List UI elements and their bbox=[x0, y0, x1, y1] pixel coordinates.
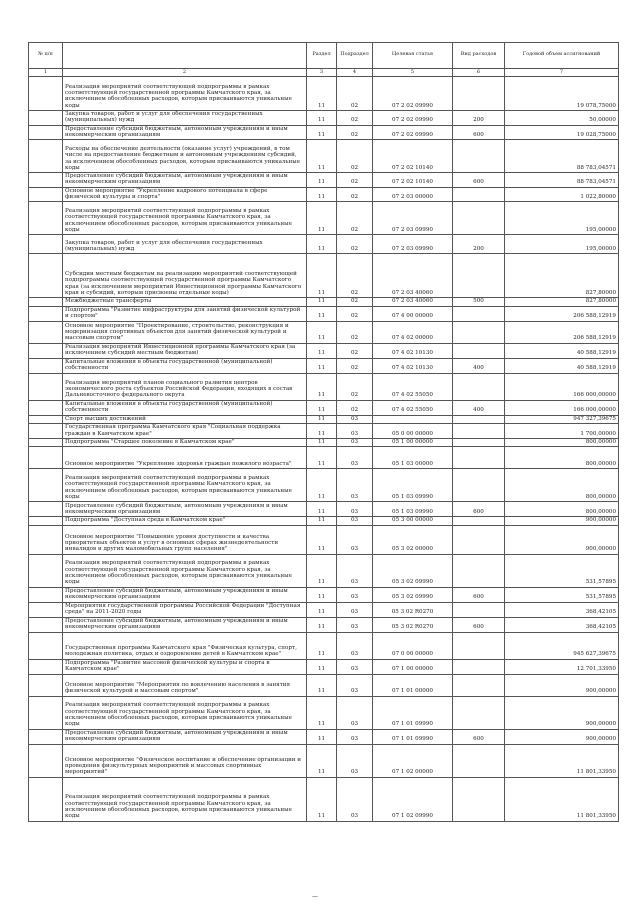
cell-razdel: 11 bbox=[307, 77, 337, 111]
cell-amount: 166 000,00000 bbox=[505, 400, 619, 415]
cell-podrazdel: 02 bbox=[337, 298, 373, 306]
cell-razdel: 11 bbox=[307, 696, 337, 729]
cell-name: Государственная программа Камчатского края "Физическая культура, спорт, молодежная политика, отдых и оздоровление детей в Камчатском крае" bbox=[63, 632, 307, 659]
cell-number bbox=[29, 254, 63, 298]
cell-number bbox=[29, 400, 63, 415]
cell-name: Расходы на обеспечение деятельности (оказание услуг) учреждений, в том числе на предоставление бюджетным и автономным учреждениям субсидий, за исключением обособленных расходов, которым присваиваются уникальные коды bbox=[63, 140, 307, 173]
cell-razdel: 11 bbox=[307, 343, 337, 358]
cell-expense-type bbox=[453, 254, 505, 298]
cell-amount: 800,00000 bbox=[505, 469, 619, 502]
cell-amount: 50,00000 bbox=[505, 111, 619, 126]
cell-podrazdel: 03 bbox=[337, 447, 373, 469]
cell-number bbox=[29, 617, 63, 632]
cell-name: Реализация мероприятий Инвестиционной программы Камчатского края (за исключением субсидий местным бюджетам) bbox=[63, 343, 307, 358]
cell-podrazdel: 03 bbox=[337, 696, 373, 729]
header-annual-amount: Годовой объем ассигнований bbox=[505, 43, 619, 69]
cell-amount: 19 078,75000 bbox=[505, 77, 619, 111]
cell-name: Закупка товаров, работ и услуг для обеспечения государственных (муниципальных) нужд bbox=[63, 111, 307, 126]
table-row bbox=[29, 125, 619, 140]
cell-number bbox=[29, 358, 63, 373]
cell-expense-type bbox=[453, 554, 505, 587]
cell-expense-type: 200 bbox=[453, 235, 505, 254]
cell-expense-type bbox=[453, 525, 505, 554]
cell-expense-type bbox=[453, 140, 505, 173]
cell-razdel: 11 bbox=[307, 517, 337, 525]
cell-target-article: 07 4 00 00000 bbox=[373, 306, 453, 321]
table-row bbox=[29, 447, 619, 469]
table-row bbox=[29, 632, 619, 659]
table-row bbox=[29, 343, 619, 358]
cell-expense-type: 500 bbox=[453, 298, 505, 306]
cell-podrazdel: 03 bbox=[337, 554, 373, 587]
cell-razdel: 11 bbox=[307, 554, 337, 587]
header-number: № п/п bbox=[29, 43, 63, 69]
cell-razdel: 11 bbox=[307, 254, 337, 298]
cell-razdel: 11 bbox=[307, 469, 337, 502]
cell-razdel: 11 bbox=[307, 423, 337, 438]
cell-target-article: 05 3 02 09990 bbox=[373, 587, 453, 602]
cell-amount: 945 627,39675 bbox=[505, 632, 619, 659]
cell-name: Подпрограмма "Развитие массовой физической культуры и спорта в Камчатском крае" bbox=[63, 659, 307, 674]
cell-target-article: 07 2 02 09990 bbox=[373, 125, 453, 140]
cell-amount: 1 700,00000 bbox=[505, 423, 619, 438]
cell-name: Подпрограмма "Доступная среда в Камчатском крае" bbox=[63, 517, 307, 525]
cell-amount: 531,57895 bbox=[505, 587, 619, 602]
cell-number bbox=[29, 235, 63, 254]
cell-amount: 800,00000 bbox=[505, 447, 619, 469]
cell-name: Реализация мероприятий соответствующей подпрограммы в рамках соответствующей государственной программы Камчатского края, за исключением обособленных расходов, которым присваиваются уникальные коды bbox=[63, 777, 307, 821]
column-index-row bbox=[29, 69, 619, 77]
cell-target-article: 05 3 02 00000 bbox=[373, 525, 453, 554]
cell-podrazdel: 02 bbox=[337, 125, 373, 140]
cell-number bbox=[29, 111, 63, 126]
cell-number bbox=[29, 632, 63, 659]
cell-expense-type: 600 bbox=[453, 125, 505, 140]
table-row bbox=[29, 77, 619, 111]
cell-podrazdel: 03 bbox=[337, 777, 373, 821]
cell-number bbox=[29, 343, 63, 358]
cell-number bbox=[29, 659, 63, 674]
cell-number bbox=[29, 602, 63, 617]
cell-podrazdel: 02 bbox=[337, 343, 373, 358]
cell-podrazdel: 03 bbox=[337, 517, 373, 525]
cell-razdel: 11 bbox=[307, 674, 337, 696]
cell-podrazdel: 03 bbox=[337, 502, 373, 517]
cell-amount: 900,00000 bbox=[505, 729, 619, 744]
column-index: 3 bbox=[307, 69, 337, 77]
cell-amount: 195,00000 bbox=[505, 202, 619, 235]
cell-name: Основное мероприятие "Укрепление здоровья граждан пожилого возраста" bbox=[63, 447, 307, 469]
cell-number bbox=[29, 202, 63, 235]
table-row bbox=[29, 729, 619, 744]
cell-podrazdel: 02 bbox=[337, 373, 373, 400]
table-row bbox=[29, 187, 619, 202]
table-header-row bbox=[29, 43, 619, 69]
header-name bbox=[63, 43, 307, 69]
cell-expense-type bbox=[453, 438, 505, 446]
cell-amount: 11 801,33950 bbox=[505, 744, 619, 777]
cell-target-article: 07 2 02 10140 bbox=[373, 140, 453, 173]
cell-razdel: 11 bbox=[307, 502, 337, 517]
cell-expense-type: 600 bbox=[453, 587, 505, 602]
cell-name: Подпрограмма "Старшее поколение в Камчатском крае" bbox=[63, 438, 307, 446]
cell-number bbox=[29, 298, 63, 306]
cell-podrazdel: 02 bbox=[337, 111, 373, 126]
cell-number bbox=[29, 517, 63, 525]
header-podrazdel: Подраздел bbox=[337, 43, 373, 69]
cell-target-article: 07 1 02 09990 bbox=[373, 777, 453, 821]
table-row bbox=[29, 602, 619, 617]
cell-razdel: 11 bbox=[307, 358, 337, 373]
cell-razdel: 11 bbox=[307, 525, 337, 554]
table-row bbox=[29, 415, 619, 423]
cell-number bbox=[29, 696, 63, 729]
cell-expense-type bbox=[453, 659, 505, 674]
cell-podrazdel: 03 bbox=[337, 674, 373, 696]
cell-number bbox=[29, 744, 63, 777]
table-row bbox=[29, 674, 619, 696]
cell-number bbox=[29, 438, 63, 446]
cell-name: Мероприятия государственной программы Российской Федерации "Доступная среда" на 2011-2020 годы bbox=[63, 602, 307, 617]
cell-number bbox=[29, 447, 63, 469]
cell-razdel: 11 bbox=[307, 777, 337, 821]
cell-razdel: 11 bbox=[307, 415, 337, 423]
cell-number bbox=[29, 587, 63, 602]
cell-target-article: 07 1 01 09990 bbox=[373, 729, 453, 744]
cell-expense-type bbox=[453, 306, 505, 321]
column-index: 7 bbox=[505, 69, 619, 77]
cell-name: Предоставление субсидий бюджетным, автономным учреждениям и иным некоммерческим организациям bbox=[63, 587, 307, 602]
cell-number bbox=[29, 415, 63, 423]
cell-expense-type bbox=[453, 602, 505, 617]
cell-expense-type: 600 bbox=[453, 729, 505, 744]
cell-razdel: 11 bbox=[307, 187, 337, 202]
table-row bbox=[29, 202, 619, 235]
cell-amount: 368,42105 bbox=[505, 602, 619, 617]
cell-number bbox=[29, 525, 63, 554]
cell-razdel: 11 bbox=[307, 729, 337, 744]
cell-podrazdel: 03 bbox=[337, 744, 373, 777]
cell-number bbox=[29, 502, 63, 517]
cell-name: Государственная программа Камчатского края "Социальная поддержка граждан в Камчатском крае" bbox=[63, 423, 307, 438]
cell-razdel: 11 bbox=[307, 321, 337, 343]
cell-podrazdel: 03 bbox=[337, 469, 373, 502]
cell-expense-type bbox=[453, 632, 505, 659]
cell-number bbox=[29, 554, 63, 587]
cell-amount: 40 588,12919 bbox=[505, 358, 619, 373]
cell-expense-type bbox=[453, 187, 505, 202]
cell-podrazdel: 02 bbox=[337, 235, 373, 254]
cell-target-article: 07 1 00 00000 bbox=[373, 659, 453, 674]
cell-expense-type bbox=[453, 674, 505, 696]
cell-amount: 206 588,12919 bbox=[505, 321, 619, 343]
cell-target-article: 05 0 00 00000 bbox=[373, 423, 453, 438]
cell-podrazdel: 03 bbox=[337, 587, 373, 602]
cell-expense-type bbox=[453, 343, 505, 358]
cell-amount: 900,00000 bbox=[505, 696, 619, 729]
cell-razdel: 11 bbox=[307, 632, 337, 659]
cell-name: Основное мероприятие "Проектирование, строительство, реконструкция и модернизация спортивных объектов для занятий физической культурой и массовым спортом" bbox=[63, 321, 307, 343]
cell-number bbox=[29, 373, 63, 400]
table-row bbox=[29, 525, 619, 554]
cell-podrazdel: 02 bbox=[337, 202, 373, 235]
table-row bbox=[29, 140, 619, 173]
cell-name: Закупка товаров, работ и услуг для обеспечения государственных (муниципальных) нужд bbox=[63, 235, 307, 254]
cell-razdel: 11 bbox=[307, 173, 337, 188]
cell-target-article: 07 4 02 10130 bbox=[373, 358, 453, 373]
cell-expense-type: 400 bbox=[453, 358, 505, 373]
table-row bbox=[29, 554, 619, 587]
cell-target-article: 07 2 03 00000 bbox=[373, 187, 453, 202]
cell-expense-type bbox=[453, 321, 505, 343]
column-index: 1 bbox=[29, 69, 63, 77]
cell-number bbox=[29, 469, 63, 502]
cell-razdel: 11 bbox=[307, 602, 337, 617]
cell-number bbox=[29, 125, 63, 140]
cell-target-article: 05 1 03 09990 bbox=[373, 502, 453, 517]
cell-amount: 12 701,33950 bbox=[505, 659, 619, 674]
table-row bbox=[29, 469, 619, 502]
cell-target-article: 07 2 02 10140 bbox=[373, 173, 453, 188]
cell-number bbox=[29, 140, 63, 173]
cell-name: Предоставление субсидий бюджетным, автономным учреждениям и иным некоммерческим организациям bbox=[63, 729, 307, 744]
cell-name: Подпрограмма "Развитие инфраструктуры для занятий физической культурой и спортом" bbox=[63, 306, 307, 321]
table-row bbox=[29, 111, 619, 126]
cell-podrazdel: 02 bbox=[337, 173, 373, 188]
cell-name: Субсидии местным бюджетам на реализацию мероприятий соответствующей подпрограммы соответствующей государственной программы Камчатского края (за исключением мероприятий Инвестиционной программы Камчатского края и субсидий, которым присвоены отдельные коды) bbox=[63, 254, 307, 298]
header-target-article: Целевая статья bbox=[373, 43, 453, 69]
cell-number bbox=[29, 729, 63, 744]
table-row bbox=[29, 617, 619, 632]
cell-target-article: 05 3 00 00000 bbox=[373, 517, 453, 525]
table-row bbox=[29, 696, 619, 729]
cell-target-article: 07 1 02 00000 bbox=[373, 744, 453, 777]
cell-target-article: 07 0 00 00000 bbox=[373, 632, 453, 659]
cell-podrazdel: 02 bbox=[337, 140, 373, 173]
cell-amount: 166 000,00000 bbox=[505, 373, 619, 400]
cell-expense-type bbox=[453, 415, 505, 423]
cell-amount: 1 022,80000 bbox=[505, 187, 619, 202]
cell-razdel: 11 bbox=[307, 400, 337, 415]
cell-amount: 531,57895 bbox=[505, 554, 619, 587]
table-row bbox=[29, 173, 619, 188]
cell-name: Реализация мероприятий соответствующей подпрограммы в рамках соответствующей государственной программы Камчатского края, за исключением обособленных расходов, которым присваиваются уникальные коды bbox=[63, 77, 307, 111]
table-row bbox=[29, 502, 619, 517]
table-row bbox=[29, 659, 619, 674]
budget-table bbox=[28, 42, 619, 822]
cell-target-article: 05 3 02 09990 bbox=[373, 554, 453, 587]
cell-razdel: 11 bbox=[307, 659, 337, 674]
table-row bbox=[29, 587, 619, 602]
column-index: 2 bbox=[63, 69, 307, 77]
cell-podrazdel: 02 bbox=[337, 187, 373, 202]
cell-target-article: 07 2 03 09990 bbox=[373, 235, 453, 254]
cell-razdel: 11 bbox=[307, 235, 337, 254]
cell-name: Спорт высших достижений bbox=[63, 415, 307, 423]
cell-expense-type: 400 bbox=[453, 400, 505, 415]
cell-razdel: 11 bbox=[307, 111, 337, 126]
cell-amount: 900,00000 bbox=[505, 517, 619, 525]
table-row bbox=[29, 777, 619, 821]
cell-podrazdel: 02 bbox=[337, 254, 373, 298]
cell-expense-type bbox=[453, 202, 505, 235]
cell-name: Капитальные вложения в объекты государственной (муниципальной) собственности bbox=[63, 400, 307, 415]
cell-target-article: 07 2 02 09990 bbox=[373, 77, 453, 111]
cell-target-article: 07 1 01 00000 bbox=[373, 674, 453, 696]
cell-podrazdel: 02 bbox=[337, 400, 373, 415]
cell-expense-type bbox=[453, 447, 505, 469]
cell-name: Основное мероприятие "Мероприятия по вовлечению населения в занятия физической культурой и массовым спортом" bbox=[63, 674, 307, 696]
cell-target-article: 07 4 02 55050 bbox=[373, 400, 453, 415]
cell-amount: 827,80000 bbox=[505, 298, 619, 306]
cell-number bbox=[29, 77, 63, 111]
cell-name: Реализация мероприятий соответствующей подпрограммы в рамках соответствующей государственной программы Камчатского края, за исключением обособленных расходов, которым присваиваются уникальные коды bbox=[63, 696, 307, 729]
cell-name: Основное мероприятие "Повышение уровня доступности и качества приоритетных объектов и услуг в основных сферах жизнедеятельности инвалидов и других маломобильных групп населения" bbox=[63, 525, 307, 554]
cell-target-article: 07 4 02 00000 bbox=[373, 321, 453, 343]
cell-razdel: 11 bbox=[307, 447, 337, 469]
cell-amount: 206 588,12919 bbox=[505, 306, 619, 321]
cell-number bbox=[29, 423, 63, 438]
cell-podrazdel: 03 bbox=[337, 415, 373, 423]
cell-target-article: 07 2 02 09990 bbox=[373, 111, 453, 126]
cell-name: Предоставление субсидий бюджетным, автономным учреждениям и иным некоммерческим организациям bbox=[63, 617, 307, 632]
table-row bbox=[29, 438, 619, 446]
cell-amount: 11 801,33950 bbox=[505, 777, 619, 821]
cell-expense-type: 600 bbox=[453, 502, 505, 517]
cell-razdel: 11 bbox=[307, 744, 337, 777]
cell-number bbox=[29, 306, 63, 321]
cell-podrazdel: 02 bbox=[337, 321, 373, 343]
cell-amount: 368,42105 bbox=[505, 617, 619, 632]
header-expense-type: Вид расходов bbox=[453, 43, 505, 69]
cell-number bbox=[29, 674, 63, 696]
cell-podrazdel: 03 bbox=[337, 525, 373, 554]
cell-target-article: 07 2 03 09990 bbox=[373, 202, 453, 235]
cell-expense-type bbox=[453, 517, 505, 525]
cell-razdel: 11 bbox=[307, 617, 337, 632]
cell-target-article bbox=[373, 415, 453, 423]
table-row bbox=[29, 373, 619, 400]
cell-name: Предоставление субсидий бюджетным, автономным учреждениям и иным некоммерческим организациям bbox=[63, 502, 307, 517]
cell-target-article: 07 2 03 40060 bbox=[373, 254, 453, 298]
cell-target-article: 07 4 02 10130 bbox=[373, 343, 453, 358]
cell-podrazdel: 02 bbox=[337, 306, 373, 321]
cell-podrazdel: 03 bbox=[337, 617, 373, 632]
table-row bbox=[29, 235, 619, 254]
page-mark: — bbox=[312, 893, 318, 900]
cell-podrazdel: 02 bbox=[337, 358, 373, 373]
cell-podrazdel: 02 bbox=[337, 77, 373, 111]
cell-target-article: 07 2 03 40060 bbox=[373, 298, 453, 306]
cell-name: Основное мероприятие "Укрепление кадрового потенциала в сфере физической культуры и спорта" bbox=[63, 187, 307, 202]
table-row bbox=[29, 400, 619, 415]
cell-amount: 19 028,75000 bbox=[505, 125, 619, 140]
cell-amount: 827,80000 bbox=[505, 254, 619, 298]
table-row bbox=[29, 321, 619, 343]
table-row bbox=[29, 254, 619, 298]
cell-expense-type bbox=[453, 777, 505, 821]
cell-podrazdel: 03 bbox=[337, 729, 373, 744]
cell-amount: 900,00000 bbox=[505, 525, 619, 554]
column-index: 4 bbox=[337, 69, 373, 77]
cell-podrazdel: 03 bbox=[337, 659, 373, 674]
cell-number bbox=[29, 777, 63, 821]
cell-name: Предоставление субсидий бюджетным, автономным учреждениям и иным некоммерческим организациям bbox=[63, 173, 307, 188]
cell-name: Капитальные вложения в объекты государственной (муниципальной) собственности bbox=[63, 358, 307, 373]
table-row bbox=[29, 517, 619, 525]
cell-expense-type bbox=[453, 696, 505, 729]
cell-podrazdel: 03 bbox=[337, 632, 373, 659]
cell-podrazdel: 03 bbox=[337, 423, 373, 438]
cell-expense-type bbox=[453, 423, 505, 438]
cell-expense-type: 200 bbox=[453, 111, 505, 126]
table-row bbox=[29, 298, 619, 306]
cell-name: Реализация мероприятий соответствующей подпрограммы в рамках соответствующей государственной программы Камчатского края, за исключением обособленных расходов, которым присваиваются уникальные коды bbox=[63, 554, 307, 587]
budget-document-sheet bbox=[28, 42, 618, 822]
cell-target-article: 05 3 02 R0270 bbox=[373, 602, 453, 617]
table-row bbox=[29, 358, 619, 373]
cell-podrazdel: 03 bbox=[337, 602, 373, 617]
cell-amount: 900,00000 bbox=[505, 674, 619, 696]
cell-razdel: 11 bbox=[307, 373, 337, 400]
cell-amount: 800,00000 bbox=[505, 502, 619, 517]
cell-number bbox=[29, 173, 63, 188]
cell-razdel: 11 bbox=[307, 140, 337, 173]
column-index: 5 bbox=[373, 69, 453, 77]
cell-razdel: 11 bbox=[307, 587, 337, 602]
cell-expense-type: 600 bbox=[453, 617, 505, 632]
cell-expense-type bbox=[453, 744, 505, 777]
cell-target-article: 07 1 01 09990 bbox=[373, 696, 453, 729]
cell-expense-type bbox=[453, 373, 505, 400]
cell-name: Предоставление субсидий бюджетным, автономным учреждениям и иным некоммерческим организациям bbox=[63, 125, 307, 140]
cell-amount: 40 588,12919 bbox=[505, 343, 619, 358]
table-row bbox=[29, 423, 619, 438]
cell-number bbox=[29, 187, 63, 202]
cell-amount: 88 783,04571 bbox=[505, 173, 619, 188]
cell-name: Реализация мероприятий планов социального развития центров экономического роста субъектов Российской Федерации, входящих в состав Дальневосточного федерального округа bbox=[63, 373, 307, 400]
cell-razdel: 11 bbox=[307, 306, 337, 321]
cell-razdel: 11 bbox=[307, 438, 337, 446]
cell-expense-type bbox=[453, 469, 505, 502]
column-index: 6 bbox=[453, 69, 505, 77]
cell-target-article: 07 4 02 55050 bbox=[373, 373, 453, 400]
cell-name: Межбюджетные трансферты bbox=[63, 298, 307, 306]
cell-target-article: 05 1 00 00000 bbox=[373, 438, 453, 446]
cell-name: Реализация мероприятий соответствующей подпрограммы в рамках соответствующей государственной программы Камчатского края, за исключением обособленных расходов, которым присваиваются уникальные коды bbox=[63, 202, 307, 235]
cell-razdel: 11 bbox=[307, 125, 337, 140]
cell-target-article: 05 1 03 00000 bbox=[373, 447, 453, 469]
cell-expense-type: 600 bbox=[453, 173, 505, 188]
cell-podrazdel: 03 bbox=[337, 438, 373, 446]
cell-target-article: 05 3 02 R0270 bbox=[373, 617, 453, 632]
table-row bbox=[29, 306, 619, 321]
header-razdel: Раздел bbox=[307, 43, 337, 69]
cell-razdel: 11 bbox=[307, 202, 337, 235]
cell-amount: 947 327,39675 bbox=[505, 415, 619, 423]
cell-name: Основное мероприятие "Физическое воспитание и обеспечение организации и проведения физкультурных мероприятий и массовых спортивных мероприятий" bbox=[63, 744, 307, 777]
cell-razdel: 11 bbox=[307, 298, 337, 306]
cell-expense-type bbox=[453, 77, 505, 111]
cell-amount: 800,00000 bbox=[505, 438, 619, 446]
cell-amount: 88 783,04571 bbox=[505, 140, 619, 173]
cell-amount: 195,00000 bbox=[505, 235, 619, 254]
cell-target-article: 05 1 03 09990 bbox=[373, 469, 453, 502]
cell-number bbox=[29, 321, 63, 343]
table-row bbox=[29, 744, 619, 777]
cell-name: Реализация мероприятий соответствующей подпрограммы в рамках соответствующей государственной программы Камчатского края, за исключением обособленных расходов, которым присваиваются уникальные коды bbox=[63, 469, 307, 502]
